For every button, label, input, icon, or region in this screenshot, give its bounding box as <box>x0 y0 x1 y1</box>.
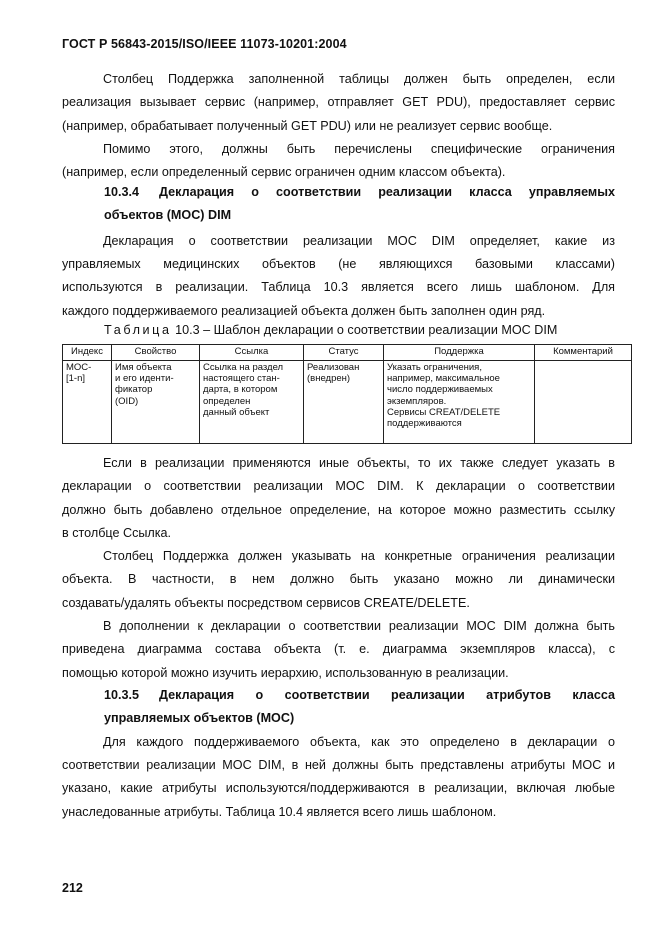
text-line: Если в реализации применяются иные объекты, то их также следует указать в <box>103 456 615 470</box>
section-title: Декларация о соответствии реализации атрибутов класса <box>159 688 615 702</box>
text-line: (например, если определенный сервис ограничен одним классом объекта). <box>62 165 506 180</box>
text-line: создавать/удалять объекты посредством сервисов CREATE/DELETE. <box>62 595 470 610</box>
text-line: помощью которой можно изучить иерархию, использованную в реализации. <box>62 665 509 680</box>
text-line: В дополнении к декларации о соответствии реализации MOC DIM должна быть <box>103 619 615 634</box>
column-header: Комментарий <box>535 345 632 361</box>
paragraph <box>62 452 615 522</box>
section-number: 10.3.5 <box>104 688 140 702</box>
text-line: (например, обрабатывает полученный GET PDU) или не реализует сервис вообще. <box>62 118 553 133</box>
section-heading-cont: объектов (MOC) DIM <box>104 208 232 223</box>
page-number: 212 <box>62 881 83 895</box>
section-title: Декларация о соответствии реализации класса управляемых <box>159 185 615 199</box>
table-row <box>63 361 632 444</box>
cell-support: Указать ограничения, например, максимальное число поддерживаемых экземпляров. Сервисы CREAT/DELETE поддерживаются <box>384 361 535 444</box>
cell-status: Реализован (внедрен) <box>304 361 384 444</box>
text-line: Декларация о соответствии реализации MOC DIM определяет, какие из <box>103 233 615 248</box>
text-line: используются в реализации. Таблица 10.3 является всего лишь шаблоном. Для <box>62 280 615 295</box>
column-header: Поддержка <box>384 345 535 361</box>
cell-comment <box>535 361 632 444</box>
table-caption <box>104 321 557 339</box>
page-header: ГОСТ Р 56843-2015/ISO/IEEE 11073-10201:2004 <box>62 37 347 51</box>
cell-index: MOC- [1-n] <box>63 361 112 444</box>
text-line: Столбец Поддержка заполненной таблицы должен быть определен, если <box>103 72 615 86</box>
text-line: указано, какие атрибуты используются/поддерживаются в реализации, включая любые <box>62 781 615 796</box>
text-line: Для каждого поддерживаемого объекта, как это определено в декларации о <box>103 734 615 749</box>
text-line: управляемых медицинских объектов (не являющихся базовыми классами) <box>62 256 615 271</box>
table-caption-text: 10.3 – Шаблон декларации о соответствии реализации MOC DIM <box>171 323 558 337</box>
text-line: приведена диаграмма состава объекта (т. е. диаграмма экземпляров класса), с <box>62 642 615 657</box>
section-number: 10.3.4 <box>104 185 140 199</box>
text-line: Столбец Поддержка должен указывать на конкретные ограничения реализации <box>103 549 615 564</box>
text-line: Помимо этого, должны быть перечислены специфические ограничения <box>103 141 615 156</box>
section-heading <box>104 181 615 204</box>
cell-reference: Ссылка на раздел настоящего стан- дарта, в котором определен данный объект <box>200 361 304 444</box>
section-heading <box>104 684 615 707</box>
column-header: Ссылка <box>200 345 304 361</box>
text-line: каждого поддерживаемого реализацией объекта должен быть заполнен один ряд. <box>62 303 546 318</box>
paragraph <box>62 545 615 592</box>
section-heading-cont: управляемых объектов (MOC) <box>104 711 295 726</box>
text-line: декларации о соответствии реализации MOC DIM. К декларации о соответствии <box>62 479 615 494</box>
paragraph <box>62 731 615 801</box>
text-line: унаследованные атрибуты. Таблица 10.4 является всего лишь шаблоном. <box>62 804 497 819</box>
conformance-table <box>62 344 632 444</box>
text-line: соответствии реализации MOC DIM, в ней должны быть представлены атрибуты MOC и <box>62 757 615 772</box>
paragraph <box>62 68 615 115</box>
text-line: реализация вызывает сервис (например, отправляет GET PDU), предоставляет сервис <box>62 95 615 110</box>
cell-property: Имя объекта и его иденти- фикатор (OID) <box>112 361 200 444</box>
table-caption-label: Таблица <box>104 323 172 337</box>
table-header-row <box>63 345 632 361</box>
paragraph <box>62 230 615 300</box>
column-header: Индекс <box>63 345 112 361</box>
text-line: в столбце Ссылка. <box>62 525 172 540</box>
column-header: Свойство <box>112 345 200 361</box>
paragraph <box>62 615 615 662</box>
text-line: объекта. В частности, в нем должно быть указано можно ли динамически <box>62 572 615 587</box>
text-line: должно быть добавлено отдельное определение, на которое можно разместить ссылку <box>62 502 615 517</box>
column-header: Статус <box>304 345 384 361</box>
paragraph <box>62 138 615 161</box>
